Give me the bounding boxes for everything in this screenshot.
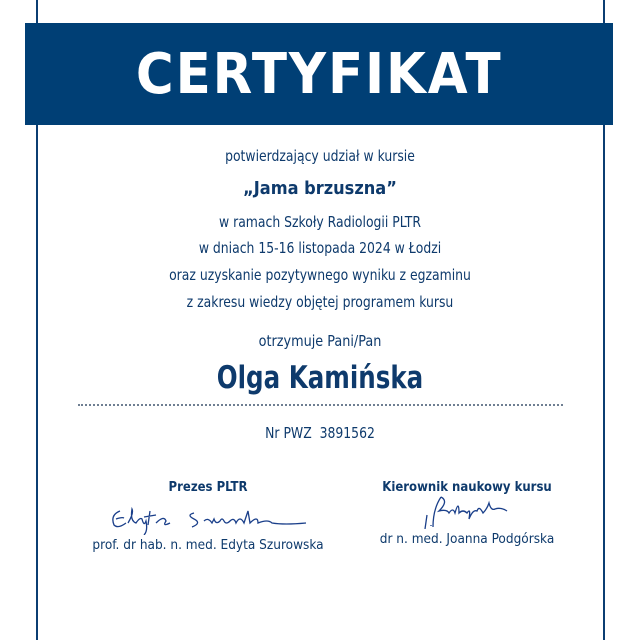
signer-role: Prezes PLTR bbox=[168, 480, 248, 495]
signer-role: Kierownik naukowy kursu bbox=[382, 480, 552, 495]
signature-image bbox=[397, 495, 537, 529]
recipient-name: Olga Kamińska bbox=[216, 360, 424, 396]
pwz-number: Nr PWZ 3891562 bbox=[265, 424, 375, 442]
school-text: w ramach Szkoły Radiologii PLTR bbox=[219, 213, 421, 231]
signature-block-director bbox=[327, 480, 607, 547]
title-banner bbox=[25, 23, 613, 125]
intro-text: potwierdzający udział w kursie bbox=[225, 147, 415, 165]
signer-name: prof. dr hab. n. med. Edyta Szurowska bbox=[92, 537, 324, 553]
signature-image bbox=[108, 501, 308, 535]
signer-name: dr n. med. Joanna Podgórska bbox=[379, 531, 555, 547]
exam-text: oraz uzyskanie pozytywnego wyniku z egzaminu bbox=[169, 266, 471, 284]
signature-block-president bbox=[68, 480, 348, 553]
dotted-divider bbox=[78, 404, 563, 406]
course-title: „Jama brzuszna” bbox=[243, 178, 397, 199]
certificate-title: CERTYFIKAT bbox=[135, 41, 503, 107]
recipient-label: otrzymuje Pani/Pan bbox=[258, 332, 382, 350]
scope-text: z zakresu wiedzy objętej programem kursu bbox=[186, 293, 454, 311]
date-text: w dniach 15-16 listopada 2024 w Łodzi bbox=[198, 239, 442, 257]
